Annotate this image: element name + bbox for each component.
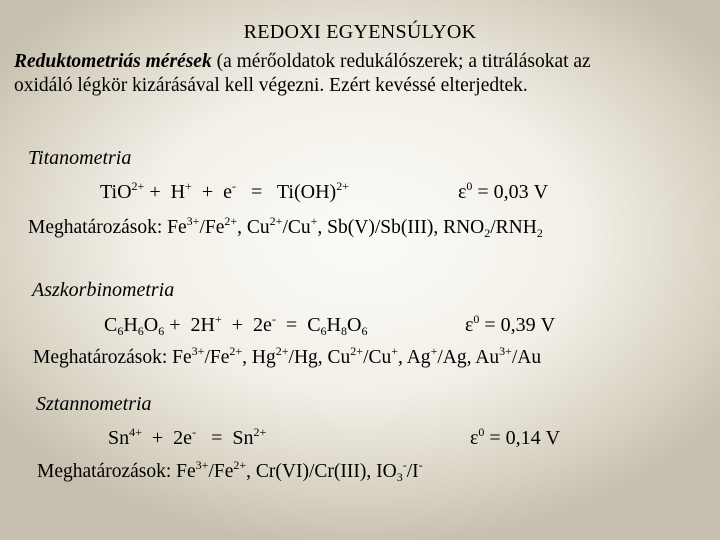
- determinations-titanometria: Meghatározások: $Fe^{3+}/Fe^{2+}$, $Cu^{2+}/Cu^+$, Sb(V)/Sb(III), $RNO_2/RNH_2$: [28, 214, 543, 240]
- intro-heading: Reduktometriás mérések: [14, 51, 212, 72]
- section-title-aszkorbinometria: Aszkorbinometria: [32, 279, 175, 301]
- section-title-titanometria: Titanometria: [28, 147, 132, 169]
- potential-aszkorbinometria: $\varepsilon^0 = 0,39$ V: [465, 312, 556, 336]
- intro-paragraph: [14, 50, 614, 98]
- determinations-sztannometria: Meghatározások: $Fe^{3+}/Fe^{2+}$, Cr(VI)/Cr(III), $IO_3^-/I^-$: [37, 458, 423, 484]
- section-title-sztannometria: Sztannometria: [36, 393, 152, 415]
- determinations-aszkorbinometria: Meghatározások: $Fe^{3+}/Fe^{2+}$, $Hg^{2+}/Hg$, $Cu^{2+}/Cu^+$, Ag+/Ag, $Au^{3+}/Au$: [33, 344, 542, 368]
- intro-text: (a mérőoldatok redukálószerek; a titrálásokat az oxidáló légkör kizárásával kell végezni. Ezért kevéssé elterjedtek.: [14, 51, 591, 96]
- potential-sztannometria: $\varepsilon^0 = 0,14$ V: [470, 425, 561, 449]
- equation-titanometria: TiO$^{2+}$ + H+ + e- = Ti(OH)$^{2+}$: [100, 179, 349, 203]
- potential-titanometria: $\varepsilon^0 = 0,03$ V: [458, 179, 549, 203]
- equation-aszkorbinometria: $C_6H_6O_6 + 2H^+ + 2e^- = C_6H_8O_6$: [104, 312, 368, 338]
- equation-sztannometria: $Sn^{4+} + 2e^- = Sn^{2+}$: [108, 425, 267, 449]
- page-title: REDOXI EGYENSÚLYOK: [243, 21, 477, 43]
